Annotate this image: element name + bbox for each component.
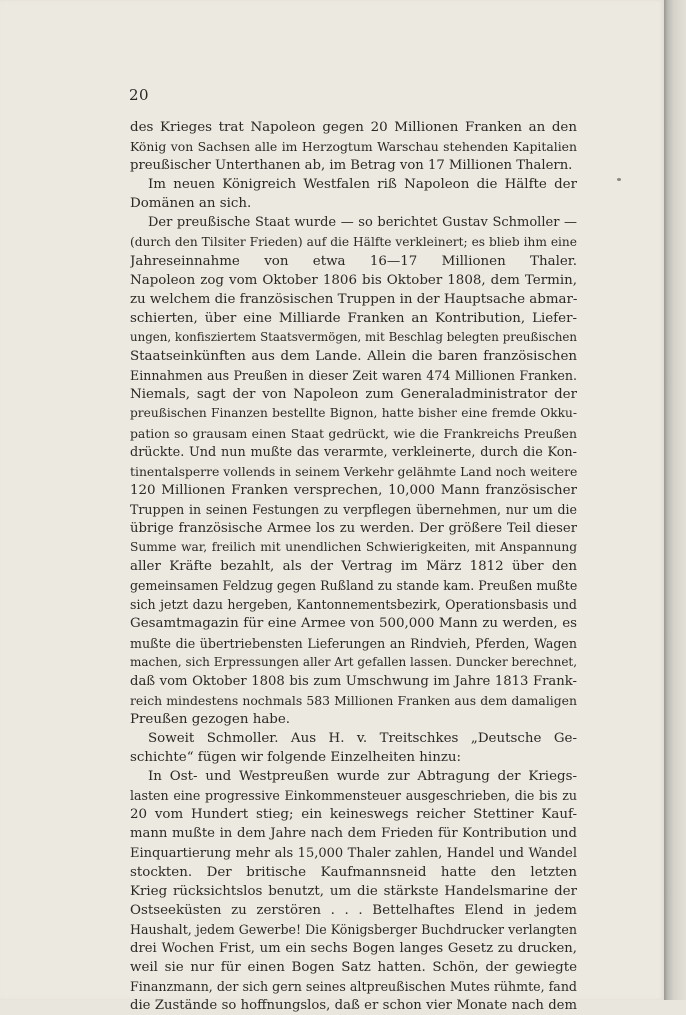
text-line: tinentalsperre vollends in seinem Verkehr gelähmte Land noch weitere (130, 463, 577, 479)
text-line: Der preußische Staat wurde — so berichtet Gustav Schmoller — (148, 215, 577, 231)
text-line: preußischen Finanzen bestellte Bignon, hatte bisher eine fremde Okku- (130, 406, 577, 421)
next-page-edge (664, 0, 686, 1000)
text-line: Napoleon zog vom Oktober 1806 bis Oktober 1808, dem Termin, (130, 272, 577, 288)
text-line: lasten eine progressive Einkommensteuer ausgeschrieben, die bis zu (130, 788, 577, 804)
text-line: Jahreseinnahme von etwa 16—17 Millionen Thaler. (130, 253, 577, 269)
text-line: 20 vom Hundert stieg; ein keineswegs reicher Stettiner Kauf- (130, 807, 577, 823)
text-line: weil sie nur für einen Bogen Satz hatten. Schön, der gewiegte (130, 960, 577, 976)
text-line: (durch den Tilsiter Frieden) auf die Hälfte verkleinert; es blieb ihm eine (130, 234, 577, 249)
text-line: gemeinsamen Feldzug gegen Rußland zu stande kam. Preußen mußte (130, 578, 577, 594)
text-line: stockten. Der britische Kaufmannsneid hatte den letzten (130, 864, 577, 880)
text-line: Krieg rücksichtslos benutzt, um die stärkste Handelsmarine der (130, 883, 577, 899)
text-line: zu welchem die französischen Truppen in der Hauptsache abmar- (130, 291, 577, 307)
text-line: machen, sich Erpressungen aller Art gefallen lassen. Duncker berechnet, (130, 654, 577, 669)
text-line: Im neuen Königreich Westfalen riß Napoleon die Hälfte der (148, 177, 577, 193)
text-line: reich mindestens nochmals 583 Millionen Franken aus dem damaligen (130, 692, 577, 708)
text-line: Domänen an sich. (130, 196, 252, 212)
text-line: Niemals, sagt der von Napoleon zum Generaladministrator der (130, 387, 577, 403)
text-line: In Ost- und Westpreußen wurde zur Abtragung der Kriegs- (148, 769, 577, 785)
text-line: Preußen gezogen habe. (130, 711, 291, 727)
text-line: preußischer Unterthanen ab, im Betrag von 17 Millionen Thalern. (130, 158, 573, 174)
text-line: drückte. Und nun mußte das verarmte, verkleinerte, durch die Kon- (130, 444, 577, 460)
text-line: sich jetzt dazu hergeben, Kantonnementsbezirk, Operationsbasis und (130, 597, 577, 613)
text-line: pation so grausam einen Staat gedrückt, wie die Frankreichs Preußen (130, 425, 577, 441)
text-line: Haushalt, jedem Gewerbe! Die Königsberger Buchdrucker verlangten (130, 921, 577, 937)
text-line: Soweit Schmoller. Aus H. v. Treitschkes „Deutsche Ge- (148, 731, 577, 746)
text-line: schichte“ fügen wir folgende Einzelheiten hinzu: (130, 750, 462, 766)
text-line: aller Kräfte bezahlt, als der Vertrag im März 1812 über den (130, 559, 577, 575)
text-line: Einnahmen aus Preußen in dieser Zeit waren 474 Millionen Franken. (130, 368, 577, 384)
text-line: König von Sachsen alle im Herzogtum Warschau stehenden Kapitalien (130, 139, 577, 155)
paper-speck (617, 178, 621, 181)
text-line: Finanzmann, der sich gern seines altpreußischen Mutes rühmte, fand (130, 979, 577, 995)
text-line: Summe war, freilich mit unendlichen Schwierigkeiten, mit Anspannung (130, 540, 577, 555)
text-line: Staatseinkünften aus dem Lande. Allein die baren französischen (130, 349, 577, 365)
text-line: Einquartierung mehr als 15,000 Thaler zahlen, Handel und Wandel (130, 845, 577, 861)
text-line: des Krieges trat Napoleon gegen 20 Millionen Franken an den (130, 120, 577, 135)
text-line: übrige französische Armee los zu werden. Der größere Teil dieser (130, 520, 577, 536)
text-line: Ostseeküsten zu zerstören . . . Bettelhaftes Elend in jedem (130, 902, 577, 918)
text-line: mann mußte in dem Jahre nach dem Frieden für Kontribution und (130, 826, 577, 842)
text-line: Truppen in seinen Festungen zu verpflegen übernehmen, nur um die (130, 501, 577, 517)
text-line: daß vom Oktober 1808 bis zum Umschwung im Jahre 1813 Frank- (130, 673, 577, 689)
text-line: mußte die übertriebensten Lieferungen an Rindvieh, Pferden, Wagen (130, 635, 577, 651)
page-number: 20 (129, 86, 150, 104)
text-line: die Zustände so hoffnungslos, daß er schon vier Monate nach dem (130, 998, 577, 1014)
text-line: drei Wochen Frist, um ein sechs Bogen langes Gesetz zu drucken, (130, 941, 577, 957)
text-line: Gesamtmagazin für eine Armee von 500,000 Mann zu werden, es (130, 616, 577, 632)
text-line: schierten, über eine Milliarde Franken an Kontribution, Liefer- (130, 310, 577, 326)
body-text (130, 118, 577, 1015)
text-line: ungen, konfisziertem Staatsvermögen, mit Beschlag belegten preußischen (130, 330, 577, 345)
text-line: 120 Millionen Franken versprechen, 10,000 Mann französischer (130, 482, 577, 498)
